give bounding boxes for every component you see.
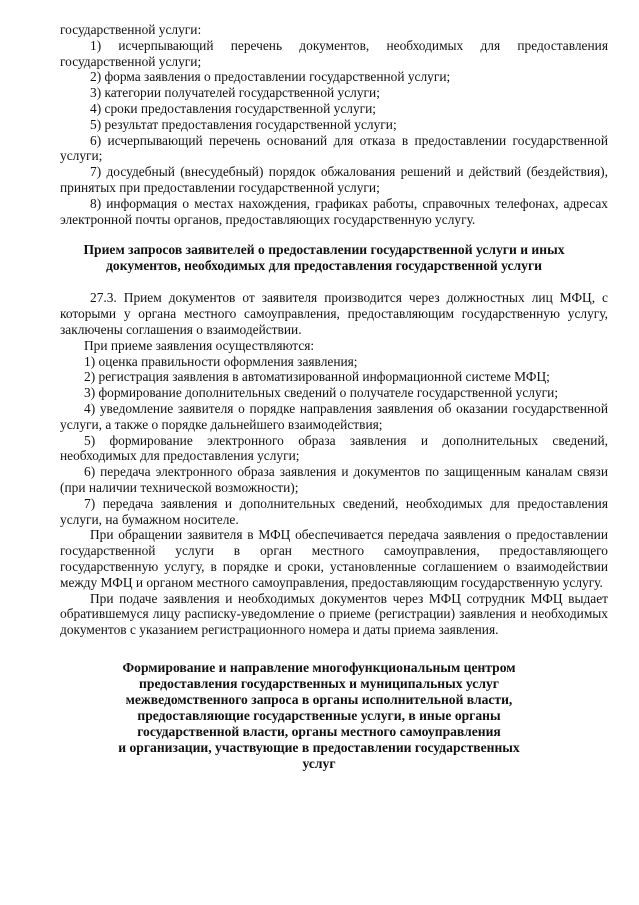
section-heading: Прием запросов заявителей о предоставлении государственной услуги и иных документов, необходимых для предоставления государственной услуги (83, 242, 565, 274)
list-item: 1) исчерпывающий перечень документов, необходимых для предоставления государственной услуги; (60, 37, 608, 69)
list-item: 7) досудебный (внесудебный) порядок обжалования решений и действий (бездействия), принятых при предоставлении государственной услуги; (60, 164, 608, 195)
paragraph: При приеме заявления осуществляются: (84, 337, 315, 353)
list-item: 6) передача электронного образа заявления и документов по защищенным каналам связи (при наличии технической возможности); (60, 464, 608, 495)
list-item: 5) формирование электронного образа заявления и дополнительных сведений, необходимых для предоставления услуги; (60, 432, 608, 464)
heading-line: услуг (302, 755, 336, 771)
paragraph: 27.3. Прием документов от заявителя производится через должностных лиц МФЦ, с которыми у органа местного самоуправления, предоставляющим государственную услугу, заключены соглашения о взаимодействии. (60, 290, 608, 337)
list-item: 2) регистрация заявления в автоматизированной информационной системе МФЦ; (84, 369, 550, 385)
list-item: 3) категории получателей государственной услуги; (90, 85, 380, 101)
heading-line: и организации, участвующие в предоставлении государственных (118, 739, 520, 755)
list-item: 1) оценка правильности оформления заявления; (84, 353, 358, 369)
list-item: 4) уведомление заявителя о порядке направления заявления об оказании государственной услуги, а также о порядке дальнейшего взаимодействия; (60, 400, 608, 432)
list-item: 2) форма заявления о предоставлении государственной услуги; (90, 69, 451, 85)
section-heading-2 (60, 660, 608, 772)
heading-line: Формирование и направление многофункциональным центром (122, 659, 516, 675)
list-item: 5) результат предоставления государственной услуги; (90, 116, 397, 132)
heading-line: государственной власти, органы местного самоуправления (137, 723, 501, 739)
heading-line: предоставляющие государственные услуги, в иные органы (137, 707, 501, 723)
list-item: 8) информация о местах нахождения, графиках работы, справочных телефонах, адресах электронной почты органов, предоставляющих государственную услугу. (60, 195, 608, 227)
list-item: 4) сроки предоставления государственной услуги; (90, 100, 377, 116)
document-page (60, 22, 608, 772)
heading-line: межведомственного запроса в органы исполнительной власти, (125, 691, 513, 707)
text-line: государственной услуги: (60, 22, 202, 37)
heading-line: предоставления государственных и муниципальных услуг (139, 675, 499, 691)
list-item: 6) исчерпывающий перечень оснований для отказа в предоставлении государственной услуги; (60, 132, 608, 164)
list-item: 7) передача заявления и дополнительных сведений, необходимых для предоставления услуги, на бумажном носителе. (60, 495, 608, 527)
paragraph: При подаче заявления и необходимых документов через МФЦ сотрудник МФЦ выдает обратившемуся лицу расписку-уведомление о приеме (регистрации) заявления и необходимых документов с указанием регистрационного номера и даты приема заявления. (60, 590, 608, 638)
list-item: 3) формирование дополнительных сведений о получателе государственной услуги; (84, 385, 559, 401)
paragraph: При обращении заявителя в МФЦ обеспечивается передача заявления о предоставлении государственной услуги в орган местного самоуправления, предоставляющего государственную услугу, в порядке и сроки, установленные соглашением о взаимодействии между МФЦ и органом местного самоуправления, предоставляющим государственную услугу. (60, 527, 608, 590)
